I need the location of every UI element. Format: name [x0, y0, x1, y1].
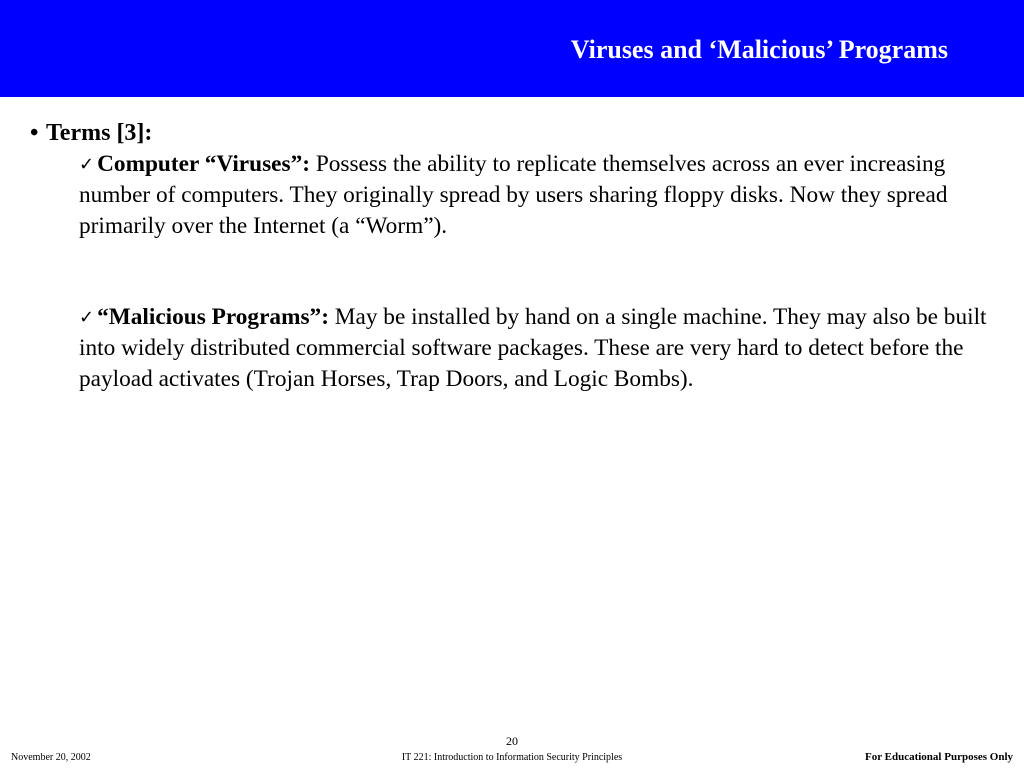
term-label: “Malicious Programs”: [97, 304, 329, 330]
term-item-malicious-programs [79, 302, 999, 395]
slide-title: Viruses and ‘Malicious’ Programs [570, 35, 948, 64]
slide-header-bar [0, 0, 1024, 97]
checkmark-icon: ✓ [79, 307, 95, 328]
footer-notice: For Educational Purposes Only [864, 751, 1013, 763]
term-description: Possess the ability to replicate themselves across an ever increasing number of computers. They originally spread by users sharing floppy disks. Now they spread primarily over the Internet (a “Worm”). [79, 151, 948, 239]
footer-date: November 20, 2002 [11, 752, 91, 763]
term-item-computer-viruses [79, 149, 999, 242]
bullet-heading: Terms [3]: [46, 120, 153, 146]
checkmark-icon: ✓ [79, 154, 95, 175]
term-description: May be installed by hand on a single machine. They may also be built into widely distributed commercial software packages. These are very hard to detect before the payload activates (Trojan Horses, Trap Doors, and Logic Bombs). [79, 304, 987, 392]
footer-course-title: IT 221: Introduction to Information Security Principles [401, 752, 623, 763]
term-label: Computer “Viruses”: [97, 151, 310, 177]
bullet-icon: • [30, 120, 39, 146]
page-number: 20 [506, 734, 518, 748]
bullet-heading-line [30, 118, 152, 148]
